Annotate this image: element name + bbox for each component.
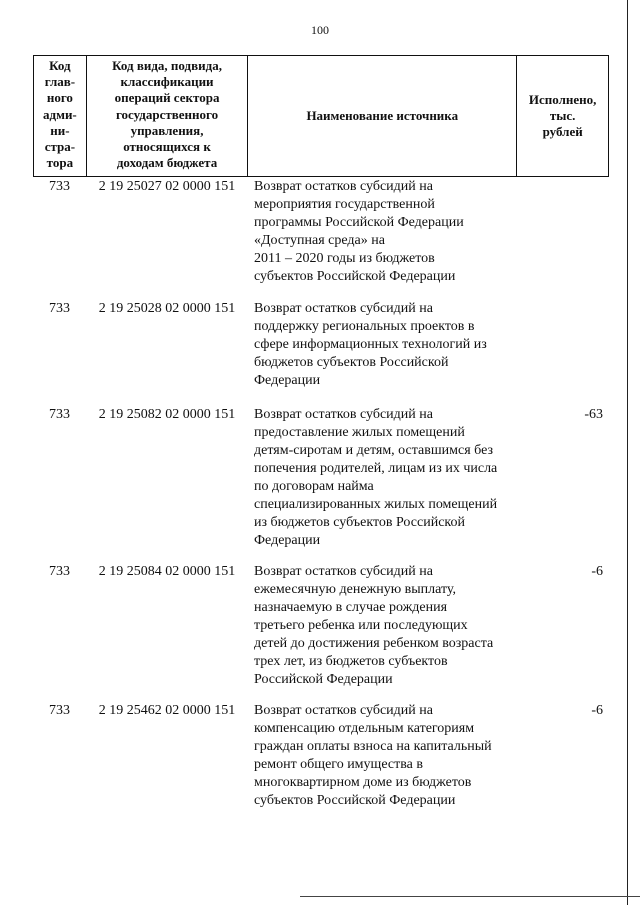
source-name-line: ежемесячную денежную выплату, [254,582,457,597]
header-line: Наименование источника [306,107,459,123]
table-header [33,55,609,177]
header-line: адми- [43,106,77,122]
source-name-line: предоставление жилых помещений [254,425,465,440]
source-name-line: Возврат остатков субсидий на [254,564,433,579]
executed-value-cell [518,178,609,286]
admin-code-cell: 733 [49,179,70,194]
source-name-line: субъектов Российской Федерации [254,269,456,284]
source-name-line: третьего ребенка или последующих [254,618,468,633]
header-line: классификации [120,74,214,90]
scan-bottom-edge [300,896,640,897]
header-classification-code [87,56,248,176]
executed-value-cell: -6 [591,564,603,579]
header-source-name [248,56,517,176]
header-line: тора [46,155,74,171]
header-line: Код [49,58,71,73]
source-name-line: многоквартирном доме из бюджетов [254,775,472,790]
source-name-line: по договорам найма [254,479,374,494]
admin-code-cell: 733 [49,564,70,579]
source-name-line: 2011 – 2020 годы из бюджетов [254,251,435,266]
source-name-line: ремонт общего имущества в [254,757,423,772]
source-name-line: назначаемую в случае рождения [254,600,448,615]
table-row [33,406,609,550]
source-name-cell [248,300,518,390]
header-line: управления, [130,122,204,138]
header-line: тыс. [549,107,576,123]
source-name-cell [248,563,518,689]
table-row [33,178,609,286]
header-line: Код вида, подвида, [112,58,222,73]
source-name-line: программы Российской Федерации [254,215,464,230]
classification-code-cell: 2 19 25462 02 0000 151 [98,703,236,718]
header-line: рублей [542,124,583,140]
source-name-line: компенсацию отдельным категориям [254,721,475,736]
classification-code-cell: 2 19 25028 02 0000 151 [98,301,236,316]
header-admin-code [34,56,87,176]
source-name-line: Возврат остатков субсидий на [254,407,433,422]
source-name-line: мероприятия государственной [254,197,435,212]
source-name-line: Российской Федерации [254,672,393,687]
admin-code-cell: 733 [49,407,70,422]
scan-frame-edge [627,0,628,905]
header-line: государственного [115,106,219,122]
source-name-line: «Доступная среда» на [254,233,385,248]
table-row [33,563,609,689]
source-name-line: поддержку региональных проектов в [254,319,475,334]
source-name-line: Возврат остатков субсидий на [254,179,433,194]
header-line: ни- [50,122,70,138]
executed-value-cell: -63 [584,407,603,422]
source-name-line: Федерации [254,373,321,388]
source-name-line: субъектов Российской Федерации [254,793,456,808]
classification-code-cell: 2 19 25082 02 0000 151 [98,407,236,422]
header-line: Исполнено, [528,91,597,107]
header-line: глав- [44,74,76,90]
source-name-line: бюджетов субъектов Российской [254,355,449,370]
source-name-line: сфере информационных технологий из [254,337,487,352]
executed-value-cell [518,300,609,390]
executed-value-cell: -6 [591,703,603,718]
admin-code-cell: 733 [49,703,70,718]
header-line: доходам бюджета [116,155,218,171]
source-name-line: Возврат остатков субсидий на [254,301,433,316]
classification-code-cell: 2 19 25027 02 0000 151 [98,179,236,194]
header-line: относящихся к [123,139,211,155]
source-name-line: трех лет, из бюджетов субъектов [254,654,448,669]
classification-code-cell: 2 19 25084 02 0000 151 [98,564,236,579]
header-executed [517,56,608,176]
header-line: операций сектора [114,90,220,106]
source-name-line: из бюджетов субъектов Российской [254,515,465,530]
header-line: стра- [44,139,76,155]
source-name-cell [248,702,518,810]
table-row [33,702,609,810]
source-name-line: граждан оплаты взноса на капитальный [254,739,492,754]
source-name-line: детей до достижения ребенком возраста [254,636,494,651]
source-name-line: Возврат остатков субсидий на [254,703,433,718]
header-line: ного [46,90,73,106]
source-name-line: детям-сиротам и детям, оставшимся без [254,443,493,458]
source-name-line: Федерации [254,533,321,548]
source-name-cell [248,178,518,286]
source-name-line: специализированных жилых помещений [254,497,498,512]
source-name-cell [248,406,518,550]
source-name-line: попечения родителей, лицам из их числа [254,461,498,476]
table-row [33,300,609,390]
page-number: 100 [311,23,329,37]
admin-code-cell: 733 [49,301,70,316]
